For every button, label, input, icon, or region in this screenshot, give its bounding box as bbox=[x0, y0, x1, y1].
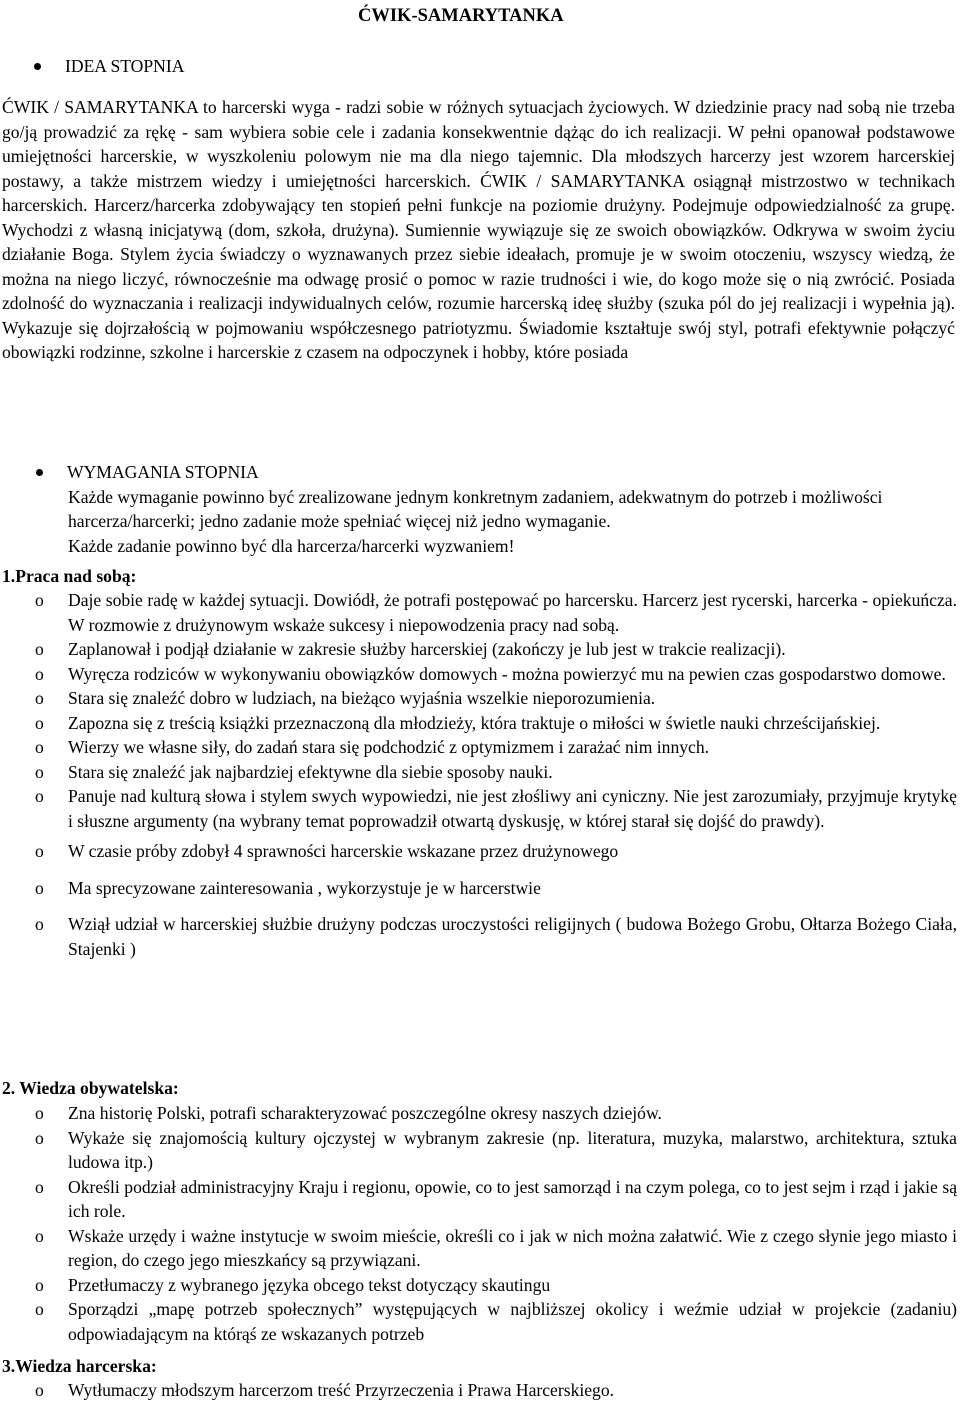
circle-bullet-icon: o bbox=[35, 1274, 44, 1295]
list-item-text: Wykaże się znajomością kultury ojczystej w wybranym zakresie (np. literatura, muzyka, malarstwo, architektura, sztuka ludowa itp.) bbox=[68, 1127, 957, 1172]
intro-paragraph bbox=[2, 95, 955, 365]
list-item bbox=[2, 1126, 957, 1175]
requirements-note bbox=[68, 485, 956, 559]
circle-bullet-icon: o bbox=[35, 1176, 44, 1197]
circle-bullet-icon: o bbox=[35, 712, 44, 733]
list-item-text: Zna historię Polski, potrafi scharakteryzować poszczególne okresy naszych dziejów. bbox=[68, 1103, 662, 1123]
circle-bullet-icon: o bbox=[35, 761, 44, 782]
list-item-text: W czasie próby zdobył 4 sprawności harcerskie wskazane przez drużynowego bbox=[68, 841, 619, 861]
list-item-text: Wytłumaczy młodszym harcerzom treść Przyrzeczenia i Prawa Harcerskiego. bbox=[68, 1380, 615, 1400]
circle-bullet-icon: o bbox=[35, 1127, 44, 1148]
circle-bullet-icon: o bbox=[35, 786, 44, 806]
list-item-text: Sporządzi „mapę potrzeb społecznych” występujących w najbliższej okolicy i weźmie udział w projekcie (zadaniu) odpowiadającym na którąś ze wskazanych potrzeb bbox=[68, 1299, 957, 1344]
list-item bbox=[2, 637, 957, 662]
circle-bullet-icon: o bbox=[35, 663, 44, 684]
circle-bullet-icon: o bbox=[35, 1225, 44, 1246]
list-item-text: Panuje nad kulturą słowa i stylem swych wypowiedzi, nie jest złośliwy ani cyniczny. Nie jest zarozumiały, przyjmuje krytykę i słuszne argumenty (na wybrany temat poprowadził otwartą dyskusję, w której starał się dojść do prawdy). bbox=[68, 786, 957, 831]
requirements-note-line2: Każde zadanie powinno być dla harcerza/harcerki wyzwaniem! bbox=[68, 535, 515, 556]
list-item-text: Wziął udział w harcerskiej służbie drużyny podczas uroczystości religijnych ( budowa Bożego Grobu, Ołtarza Bożego Ciała, Stajenki ) bbox=[68, 914, 957, 959]
list-item bbox=[2, 839, 957, 864]
section-title-wiedza-harcerska: 3.Wiedza harcerska: bbox=[2, 1356, 157, 1376]
list-item-text: Określi podział administracyjny Kraju i regionu, opowie, co to jest samorząd i na czym polega, co to jest sejm i rząd i jakie są ich role. bbox=[68, 1176, 957, 1221]
list-item bbox=[2, 588, 957, 637]
list-item bbox=[2, 1378, 957, 1403]
circle-bullet-icon: o bbox=[35, 1103, 44, 1123]
section-title-wiedza-obywatelska: 2. Wiedza obywatelska: bbox=[2, 1078, 179, 1098]
list-item-text: Przetłumaczy z wybranego języka obcego tekst dotyczący skautingu bbox=[68, 1274, 551, 1295]
list-item bbox=[2, 686, 957, 711]
section-list-wiedza-harcerska bbox=[2, 1378, 957, 1403]
section-list-wiedza-obywatelska bbox=[2, 1101, 957, 1346]
circle-bullet-icon: o bbox=[35, 688, 44, 708]
circle-bullet-icon: o bbox=[35, 841, 44, 861]
list-item-text: Daje sobie radę w każdej sytuacji. Dowiódł, że potrafi postępować po harcersku. Harcerz jest rycerski, harcerka - opiekuńcza. W rozmowie z drużynowym wskaże sukcesy i niepowodzenia pracy nad sobą. bbox=[68, 590, 957, 635]
list-item bbox=[2, 1224, 957, 1273]
idea-heading-label: IDEA STOPNIA bbox=[65, 56, 185, 76]
requirements-block bbox=[36, 460, 956, 558]
list-item-text: Ma sprecyzowane zainteresowania , wykorzystuje je w harcerstwie bbox=[68, 877, 541, 898]
section-title-praca: 1.Praca nad sobą: bbox=[2, 566, 137, 586]
intro-text: ĆWIK / SAMARYTANKA to harcerski wyga - radzi sobie w różnych sytuacjach życiowych. W dziedzinie pracy nad sobą nie trzeba go/ją prowadzić za rękę - sam wybiera sobie cele i zadania konsekwentnie dążąc do ich realizacji. W pełni opanował podstawowe umiejętności harcerskie, w wyszkoleniu polowym nie ma dla niego tajemnic. Dla młodszych harcerzy jest wzorem harcerskiej postawy, a także mistrzem wiedzy i umiejętności harcerskich. ĆWIK / SAMARYTANKA osiągnął mistrzostwo w technikach harcerskich. Harcerz/harcerka zdobywający ten stopień pełni funkcje na poziomie drużyny. Podejmuje odpowiedzialność za grupę. Wychodzi z własną inicjatywą (dom, szkoła, drużyna). Sumiennie wywiązuje się ze swoich obowiązków. Odkrywa w swoim życiu działanie Boga. Stylem życia świadczy o wyznawanych przez siebie ideałach, promuje je w swoim otoczeniu, wszyscy wiedzą, że można na niego liczyć, równocześnie ma odwagę prosić o pomoc w razie trudności i wie, do kogo może się o nią zwrócić. Posiada zdolność do wyznaczania i realizacji indywidualnych celów, rozumie harcerską ideę służby (szuka pól do jej realizacji i wypełnia ją). Wykazuje się dojrzałością w pojmowaniu współczesnego patriotyzmu. Świadomie kształtuje swój styl, potrafi efektywnie połączyć obowiązki rodzinne, szkolne i harcerskie z czasem na odpoczynek i hobby, które posiada bbox=[2, 97, 955, 362]
list-item bbox=[2, 1101, 957, 1126]
list-item bbox=[2, 784, 957, 833]
circle-bullet-icon: o bbox=[35, 1380, 44, 1400]
list-item bbox=[2, 912, 957, 961]
circle-bullet-icon: o bbox=[35, 914, 44, 934]
list-item-text: Stara się znaleźć dobro w ludziach, na bieżąco wyjaśnia wszelkie nieporozumienia. bbox=[68, 688, 656, 708]
bullet-dot-icon bbox=[34, 63, 41, 70]
circle-bullet-icon: o bbox=[35, 737, 44, 757]
requirements-heading bbox=[36, 460, 956, 485]
list-item bbox=[2, 1297, 957, 1346]
list-item-text: Wierzy we własne siły, do zadań stara się podchodzić z optymizmem i zarażać nim innych. bbox=[68, 737, 710, 757]
list-item-text: Zaplanował i podjął działanie w zakresie służby harcerskiej (zakończy je lub jest w trakcie realizacji). bbox=[68, 639, 786, 659]
list-item-text: Zapozna się z treścią książki przeznaczoną dla młodzieży, która traktuje o miłości w świetle nauki chrześcijańskiej. bbox=[68, 712, 881, 733]
list-item bbox=[2, 662, 957, 687]
list-item bbox=[2, 760, 957, 785]
requirements-note-line1: Każde wymaganie powinno być zrealizowane jednym konkretnym zadaniem, adekwatnym do potrzeb i możliwości harcerza/harcerki; jedno zadanie może spełniać więcej niż jedno wymaganie. bbox=[68, 486, 883, 531]
circle-bullet-icon: o bbox=[35, 590, 44, 610]
list-item-text: Wyręcza rodziców w wykonywaniu obowiązków domowych - można powierzyć mu na pewien czas gospodarstwo domowe. bbox=[68, 663, 946, 684]
circle-bullet-icon: o bbox=[35, 1299, 44, 1319]
list-item bbox=[2, 1273, 957, 1298]
list-item bbox=[2, 711, 957, 736]
list-item bbox=[2, 735, 957, 760]
circle-bullet-icon: o bbox=[35, 877, 44, 898]
circle-bullet-icon: o bbox=[35, 639, 44, 659]
section-list-praca bbox=[2, 588, 957, 961]
list-item bbox=[2, 876, 957, 901]
bullet-dot-icon bbox=[36, 469, 43, 476]
requirements-heading-label: WYMAGANIA STOPNIA bbox=[67, 462, 259, 482]
idea-heading bbox=[34, 54, 184, 79]
list-item-text: Wskaże urzędy i ważne instytucje w swoim mieście, określi co i jak w nich można załatwić. Wie z czego słynie jego miasto i region, do czego jego mieszkańcy są przywiązani. bbox=[68, 1225, 957, 1270]
page-title: ĆWIK-SAMARYTANKA bbox=[358, 6, 564, 26]
list-item-text: Stara się znaleźć jak najbardziej efektywne dla siebie sposoby nauki. bbox=[68, 761, 553, 782]
list-item bbox=[2, 1175, 957, 1224]
